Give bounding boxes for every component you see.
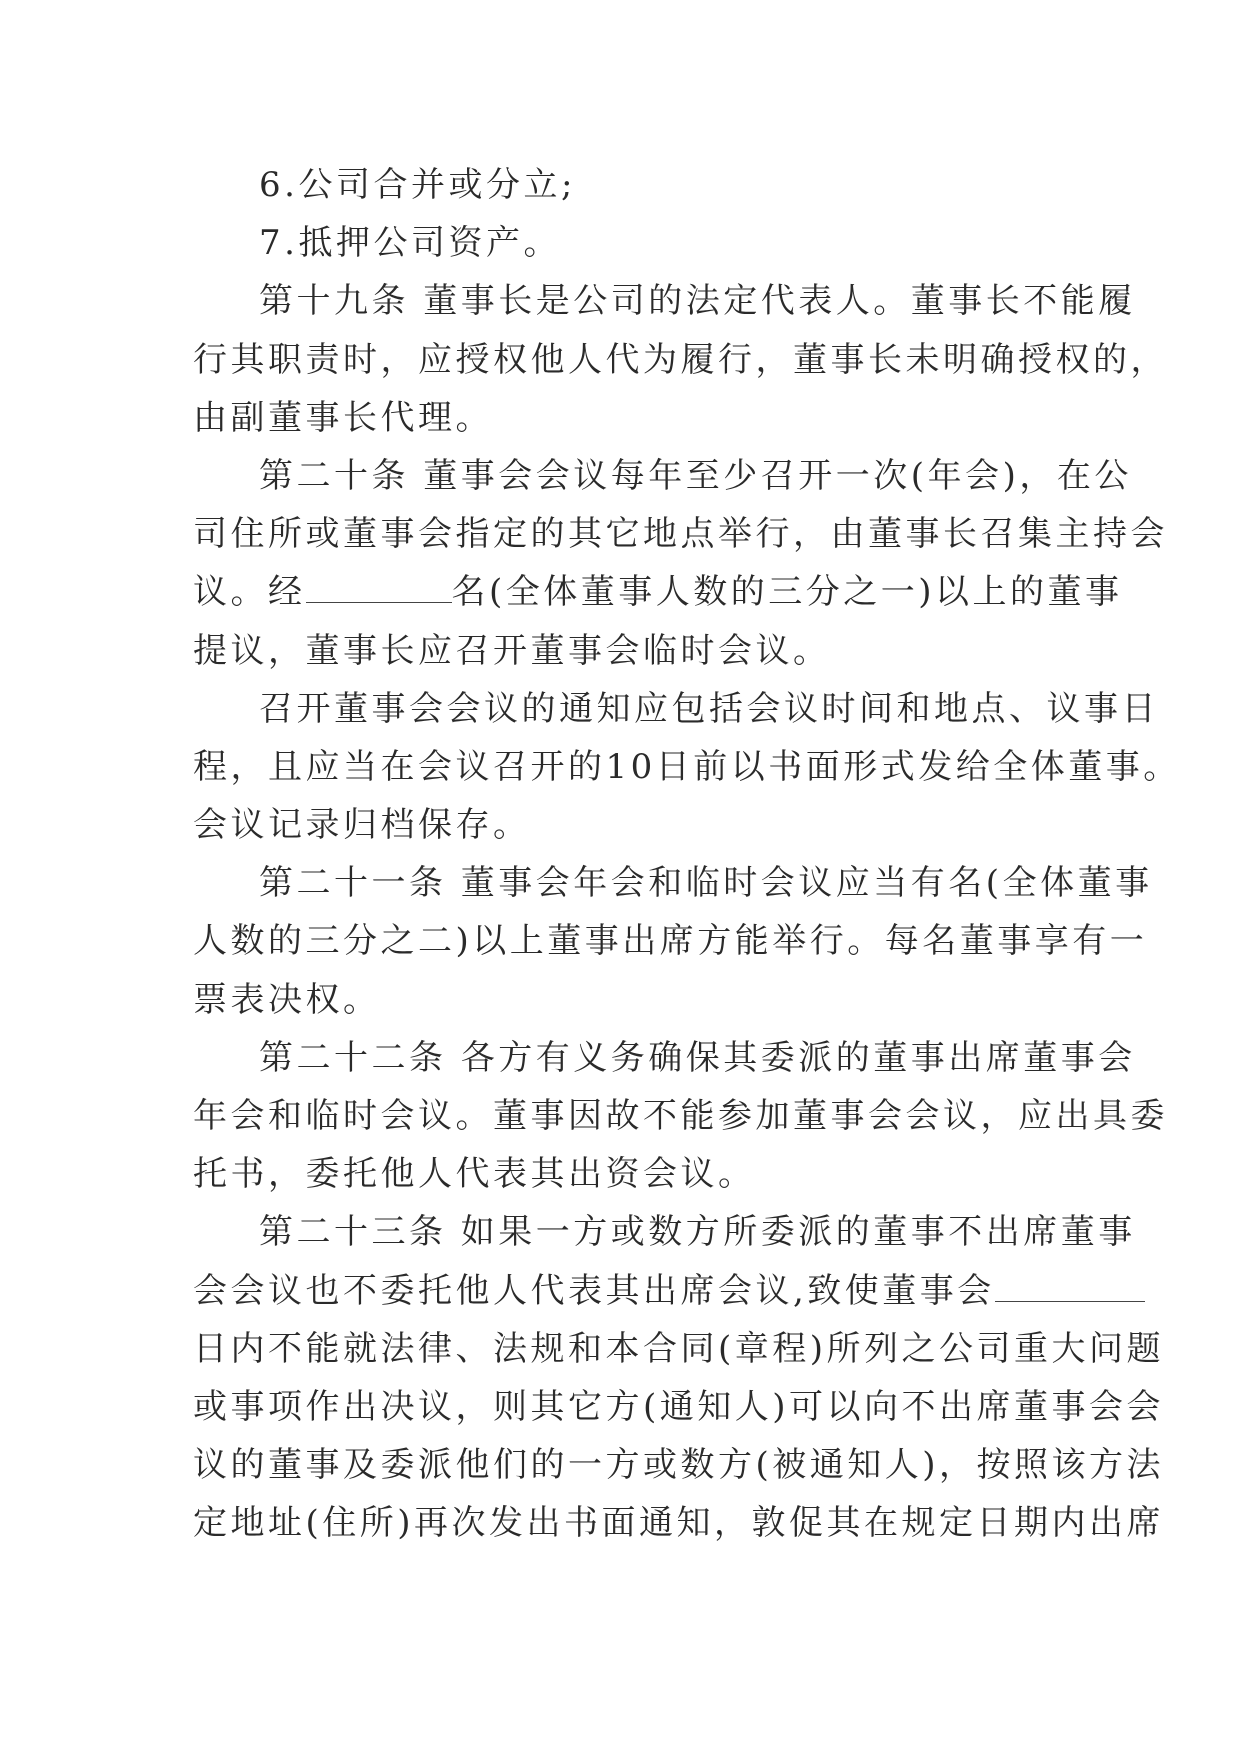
article-19-line: 第十九条 董事长是公司的法定代表人。董事长不能履 <box>259 281 1136 322</box>
paragraph-line: 或事项作出决议，则其它方(通知人)可以向不出席董事会会 <box>193 1386 1165 1427</box>
paragraph-line-with-blank <box>193 1262 1063 1320</box>
paragraph-line: 程，且应当在会议召开的10日前以书面形式发给全体董事。 <box>193 746 1181 787</box>
article-20-line: 第二十条 董事会会议每年至少召开一次(年会)，在公 <box>259 455 1132 496</box>
paragraph-line: 托书，委托他人代表其出资会议。 <box>193 1154 756 1195</box>
fill-in-blank <box>306 564 452 603</box>
paragraph-line: 年会和临时会议。董事因故不能参加董事会会议，应出具委 <box>193 1096 1168 1136</box>
paragraph-line: 会议记录归档保存。 <box>193 805 531 846</box>
paragraph-line: 6.公司合并或分立; <box>259 165 576 205</box>
paragraph-line: 由副董事长代理。 <box>193 397 493 438</box>
paragraph-line: 人数的三分之二)以上董事出席方能举行。每名董事享有一 <box>193 921 1148 962</box>
text-segment: 名(全体董事人数的三分之一)以上的董事 <box>451 572 1123 613</box>
paragraph-line: 日内不能就法律、法规和本合同(章程)所列之公司重大问题 <box>193 1328 1165 1369</box>
paragraph-line: 票表决权。 <box>193 979 381 1020</box>
text-segment: 会会议也不委托他人代表其出席会议,致使董事会 <box>193 1270 995 1311</box>
paragraph-line: 行其职责时，应授权他人代为履行，董事长未明确授权的， <box>193 339 1168 380</box>
paragraph-line: 召开董事会会议的通知应包括会议时间和地点、议事日 <box>259 688 1159 729</box>
article-21-line: 第二十一条 董事会年会和临时会议应当有名(全体董事 <box>259 863 1153 904</box>
paragraph-line: 提议，董事长应召开董事会临时会议。 <box>193 630 831 671</box>
document-body <box>193 156 1181 1553</box>
text-segment: 议。经 <box>193 572 306 613</box>
paragraph-line: 定地址(住所)再次发出书面通知，敦促其在规定日期内出席 <box>193 1503 1165 1544</box>
paragraph-line: 司住所或董事会指定的其它地点举行，由董事长召集主持会 <box>193 514 1168 555</box>
paragraph-line-with-blank <box>193 563 1123 621</box>
paragraph-line: 7.抵押公司资产。 <box>259 223 561 264</box>
fill-in-blank <box>995 1263 1145 1302</box>
article-22-line: 第二十二条 各方有义务确保其委派的董事出席董事会 <box>259 1037 1136 1078</box>
article-23-line: 第二十三条 如果一方或数方所委派的董事不出席董事 <box>259 1212 1136 1253</box>
paragraph-line: 议的董事及委派他们的一方或数方(被通知人)，按照该方法 <box>193 1445 1165 1486</box>
